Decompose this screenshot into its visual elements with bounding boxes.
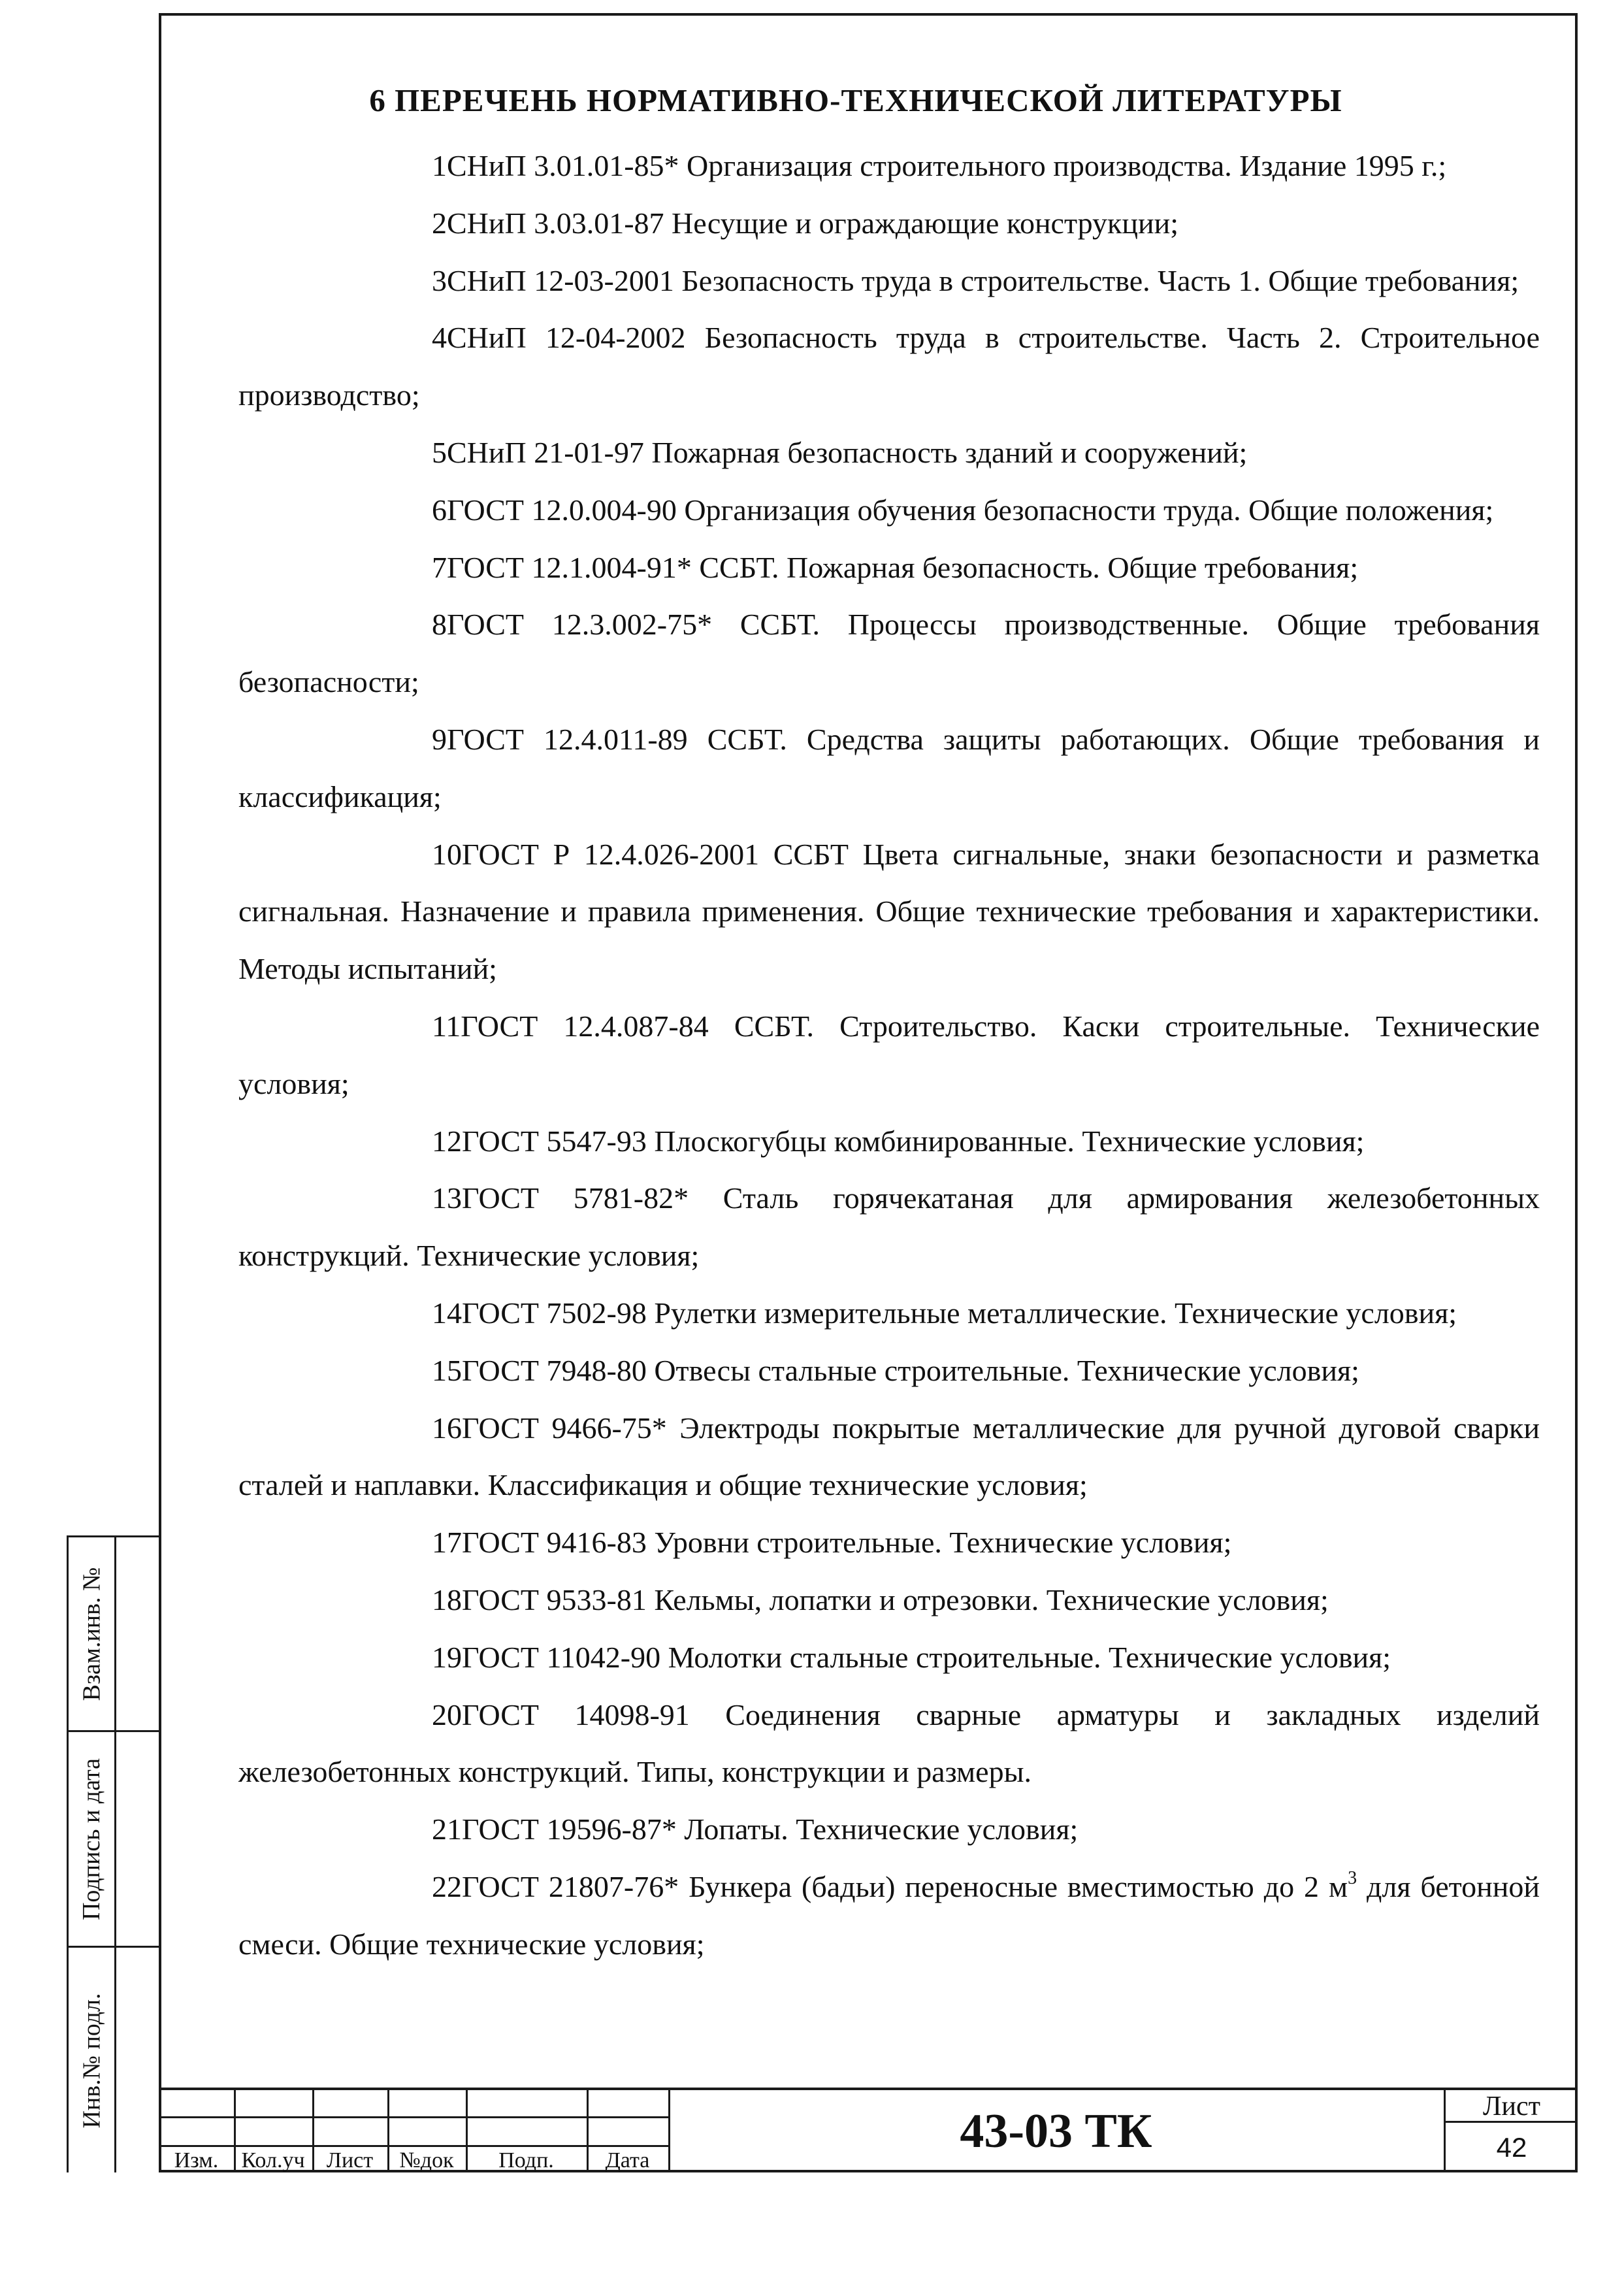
item-number: 2 — [432, 206, 447, 240]
item-number: 16 — [432, 1411, 462, 1445]
item-number: 18 — [432, 1582, 462, 1616]
list-item — [238, 998, 1540, 1113]
col-izm: Изм. — [174, 2148, 219, 2172]
inv-podl-cell — [71, 1948, 112, 2173]
list-item — [238, 711, 1540, 826]
list-item — [238, 1858, 1540, 1973]
item-text: ГОСТ 12.3.002-75* ССБТ. Процессы производственные. Общие требования безопасности; — [238, 608, 1540, 699]
item-number: 19 — [432, 1640, 462, 1674]
item-number: 10 — [432, 837, 462, 871]
item-text: ГОСТ 21807-76* Бункера (бадьи) переносные вместимостью до 2 м — [462, 1869, 1348, 1903]
list-item — [238, 195, 1540, 252]
item-text: ГОСТ 12.0.004-90 Организация обучения безопасности труда. Общие положения; — [447, 493, 1494, 527]
item-text: СНиП 3.03.01-87 Несущие и ограждающие конструкции; — [447, 206, 1179, 240]
document-code: 43-03 ТК — [960, 2104, 1152, 2158]
side-stamp — [67, 1535, 159, 2172]
item-text: ГОСТ 9533-81 Кельмы, лопатки и отрезовки. Технические условия; — [462, 1582, 1329, 1616]
item-number: 6 — [432, 493, 447, 527]
item-text: ГОСТ 7502-98 Рулетки измерительные металлические. Технические условия; — [462, 1296, 1457, 1330]
item-number: 13 — [432, 1181, 462, 1215]
list-item — [238, 1571, 1540, 1629]
col-ndok: №док — [399, 2148, 454, 2172]
item-number: 4 — [432, 321, 447, 355]
item-text: ГОСТ 7948-80 Отвесы стальные строительные. Технические условия; — [462, 1353, 1359, 1387]
item-number: 15 — [432, 1353, 462, 1387]
list-item — [238, 424, 1540, 482]
list-item — [238, 1629, 1540, 1686]
item-text: СНиП 12-04-2002 Безопасность труда в строительстве. Часть 2. Строительное производство; — [238, 321, 1540, 412]
item-text: ГОСТ 19596-87* Лопаты. Технические условия; — [462, 1812, 1079, 1846]
item-text: ГОСТ 12.4.011-89 ССБТ. Средства защиты работающих. Общие требования и классификация; — [238, 722, 1540, 813]
sheet-label: Лист — [1444, 2090, 1578, 2123]
item-text: СНиП 21-01-97 Пожарная безопасность зданий и сооружений; — [447, 435, 1248, 469]
item-text: ГОСТ Р 12.4.026-2001 ССБТ Цвета сигнальные, знаки безопасности и разметка сигнальная. Назначение и правила применения. Общие технические требования и характеристики. Методы испытаний; — [238, 837, 1540, 986]
vzam-inv-label: Взам.инв. № — [78, 1567, 106, 1701]
list-item — [238, 1285, 1540, 1342]
item-text: ГОСТ 14098-91 Соединения сварные арматуры и закладных изделий железобетонных конструкций. Типы, конструкции и размеры. — [238, 1697, 1540, 1789]
item-number: 22 — [432, 1869, 462, 1903]
col-kol-uch: Кол.уч — [241, 2148, 305, 2172]
item-text: СНиП 12-03-2001 Безопасность труда в строительстве. Часть 1. Общие требования; — [447, 263, 1519, 297]
list-item — [238, 1113, 1540, 1170]
list-item — [238, 252, 1540, 310]
item-number: 14 — [432, 1296, 462, 1330]
item-number: 1 — [432, 149, 447, 182]
item-number: 20 — [432, 1697, 462, 1731]
item-number: 3 — [432, 263, 447, 297]
superscript: 3 — [1348, 1867, 1357, 1888]
list-item — [238, 1514, 1540, 1571]
list-item — [238, 1342, 1540, 1400]
list-item — [238, 309, 1540, 424]
list-item — [238, 539, 1540, 597]
list-item — [238, 1686, 1540, 1801]
list-item — [238, 1801, 1540, 1858]
col-date: Дата — [605, 2148, 650, 2172]
signature-date-cell — [71, 1732, 112, 1946]
item-text: ГОСТ 9466-75* Электроды покрытые металлические для ручной дуговой сварки сталей и наплавки. Классификация и общие технические условия; — [238, 1411, 1540, 1502]
list-item — [238, 1400, 1540, 1515]
item-number: 7 — [432, 550, 447, 584]
section-title: 6 ПЕРЕЧЕНЬ НОРМАТИВНО-ТЕХНИЧЕСКОЙ ЛИТЕРАТУРЫ — [369, 82, 1342, 118]
col-list: Лист — [326, 2148, 374, 2172]
item-text: СНиП 3.01.01-85* Организация строительного производства. Издание 1995 г.; — [447, 149, 1447, 182]
item-text: ГОСТ 11042-90 Молотки стальные строительные. Технические условия; — [462, 1640, 1391, 1674]
item-text-continued: для бетонной смеси. Общие технические условия; — [238, 1869, 1540, 1961]
signature-date-label: Подпись и дата — [78, 1758, 106, 1920]
vzam-inv-cell — [71, 1537, 112, 1730]
col-podp: Подп. — [498, 2148, 554, 2172]
item-text: ГОСТ 12.4.087-84 ССБТ. Строительство. Каски строительные. Технические условия; — [238, 1009, 1540, 1100]
item-text: ГОСТ 5781-82* Сталь горячекатаная для армирования железобетонных конструкций. Технические условия; — [238, 1181, 1540, 1273]
item-number: 17 — [432, 1526, 462, 1560]
list-item — [238, 482, 1540, 539]
item-number: 9 — [432, 722, 447, 756]
item-number: 12 — [432, 1124, 462, 1158]
title-block — [159, 2088, 1578, 2172]
item-number: 8 — [432, 608, 447, 642]
list-item — [238, 596, 1540, 711]
item-number: 21 — [432, 1812, 462, 1846]
list-item — [238, 826, 1540, 998]
list-item — [238, 137, 1540, 195]
divider — [114, 1537, 116, 2172]
item-number: 11 — [432, 1009, 461, 1043]
inv-podl-label: Инв.№ подл. — [78, 1992, 106, 2129]
sheet-number: 42 — [1444, 2123, 1578, 2172]
references-list — [238, 137, 1540, 1973]
item-text: ГОСТ 9416-83 Уровни строительные. Технические условия; — [462, 1526, 1232, 1560]
item-text: ГОСТ 12.1.004-91* ССБТ. Пожарная безопасность. Общие требования; — [447, 550, 1359, 584]
item-text: ГОСТ 5547-93 Плоскогубцы комбинированные. Технические условия; — [462, 1124, 1365, 1158]
list-item — [238, 1170, 1540, 1285]
item-number: 5 — [432, 435, 447, 469]
